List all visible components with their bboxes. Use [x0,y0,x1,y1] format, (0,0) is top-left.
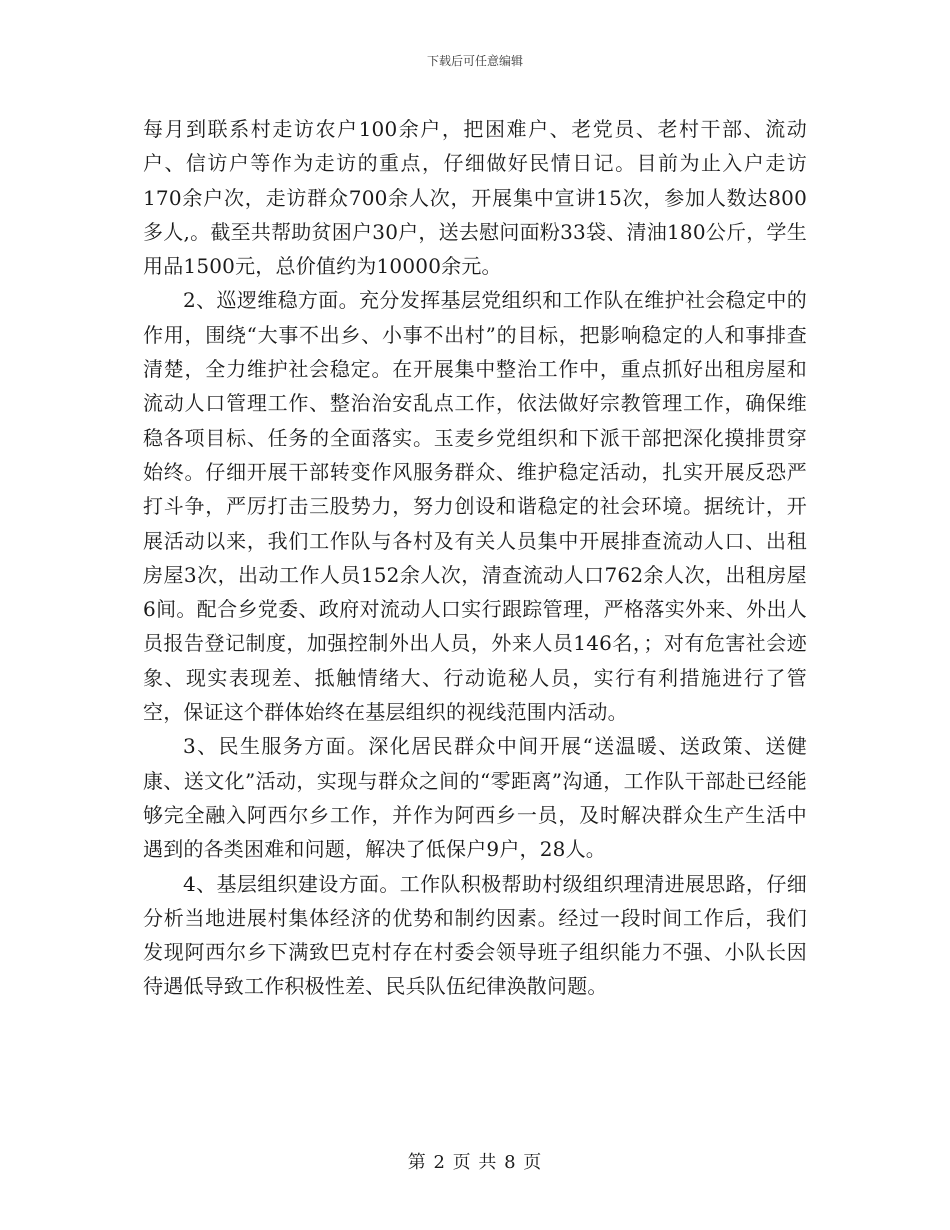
document-body [143,112,807,1004]
paragraph-grassroots-organization: 4、基层组织建设方面。工作队积极帮助村级组织理清进展思路，仔细分析当地进展村集体经济的优势和制约因素。经过一段时间工作后，我们发现阿西尔乡下满致巴克村存在村委会领导班子组织能力不强、小队长因待遇低导致工作积极性差、民兵队伍纪律涣散问题。 [143,871,807,999]
paragraph-continued: 每月到联系村走访农户100余户，把困难户、老党员、老村干部、流动户、信访户等作为走访的重点，仔细做好民情日记。目前为止入户走访170余户次，走访群众700余人次，开展集中宣讲15次，参加人数达800多人,。截至共帮助贫困户30户，送去慰问面粉33袋、清油180公斤，学生用品1500元，总价值约为10000余元。 [143,117,807,279]
paragraph-livelihood-service: 3、民生服务方面。深化居民群众中间开展“送温暖、送政策、送健康、送文化”活动，实现与群众之间的“零距离”沟通，工作队干部赴已经能够完全融入阿西尔乡工作，并作为阿西乡一员，及时解决群众生产生活中遇到的各类困难和问题，解决了低保户9户，28人。 [143,734,807,862]
paragraph-patrol-stability: 2、巡逻维稳方面。充分发挥基层党组织和工作队在维护社会稳定中的作用，围绕“大事不出乡、小事不出村”的目标，把影响稳定的人和事排查清楚，全力维护社会稳定。在开展集中整治工作中，重点抓好出租房屋和流动人口管理工作、整治治安乱点工作，依法做好宗教管理工作，确保维稳各项目标、任务的全面落实。玉麦乡党组织和下派干部把深化摸排贯穿始终。仔细开展干部转变作风服务群众、维护稳定活动，扎实开展反恐严打斗争，严厉打击三股势力，努力创设和谐稳定的社会环境。据统计，开展活动以来，我们工作队与各村及有关人员集中开展排查流动人口、出租房屋3次，出动工作人员152余人次，清查流动人口762余人次，出租房屋6间。配合乡党委、政府对流动人口实行跟踪管理，严格落实外来、外出人员报告登记制度，加强控制外出人员，外来人员146名，；对有危害社会迹象、现实表现差、抵触情绪大、行动诡秘人员，实行有利措施进行了管空，保证这个群体始终在基层组织的视线范围内活动。 [143,288,807,725]
page-header: 下载后可任意编辑 [426,54,523,68]
page-number: 第 2 页 共 8 页 [407,1152,543,1173]
